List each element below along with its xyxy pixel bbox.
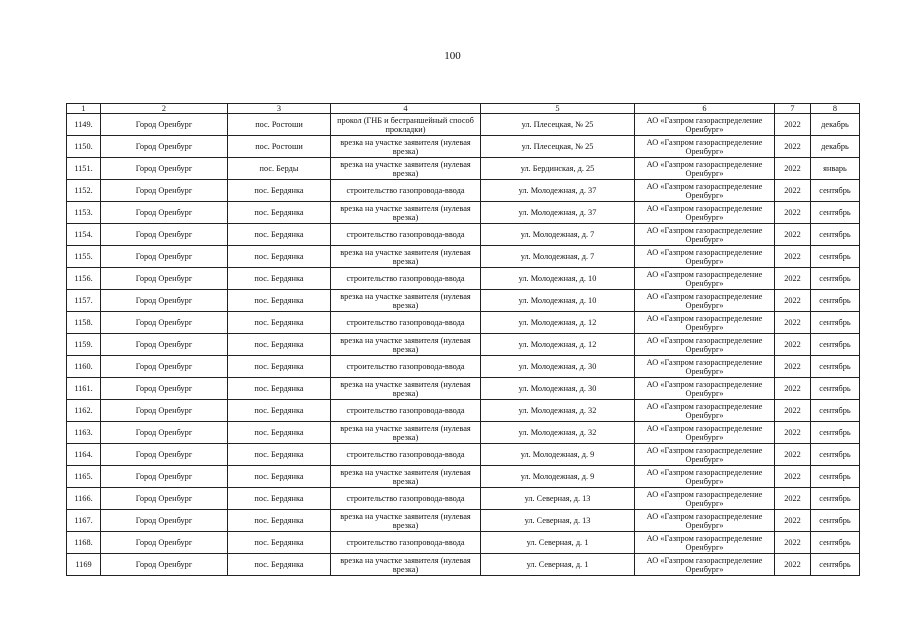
- cell-organization: АО «Газпром газораспределение Оренбург»: [635, 444, 775, 466]
- cell-settlement: пос. Бердянка: [228, 488, 331, 510]
- cell-organization: АО «Газпром газораспределение Оренбург»: [635, 114, 775, 136]
- cell-row-number: 1151.: [67, 158, 101, 180]
- cell-settlement: пос. Ростоши: [228, 136, 331, 158]
- cell-month: сентябрь: [811, 532, 860, 554]
- cell-row-number: 1159.: [67, 334, 101, 356]
- table-row: [67, 202, 860, 224]
- cell-year: 2022: [775, 312, 811, 334]
- cell-municipality: Город Оренбург: [101, 400, 228, 422]
- cell-address: ул. Молодежная, д. 30: [481, 356, 635, 378]
- table-row: [67, 554, 860, 576]
- cell-row-number: 1152.: [67, 180, 101, 202]
- cell-work-type: прокол (ГНБ и бестраншейный способ прокладки): [331, 114, 481, 136]
- cell-settlement: пос. Бердянка: [228, 268, 331, 290]
- cell-work-type: строительство газопровода-ввода: [331, 356, 481, 378]
- cell-year: 2022: [775, 356, 811, 378]
- cell-work-type: врезка на участке заявителя (нулевая врезка): [331, 466, 481, 488]
- cell-organization: АО «Газпром газораспределение Оренбург»: [635, 378, 775, 400]
- cell-month: декабрь: [811, 114, 860, 136]
- cell-row-number: 1162.: [67, 400, 101, 422]
- cell-settlement: пос. Бердянка: [228, 444, 331, 466]
- cell-year: 2022: [775, 224, 811, 246]
- page-number: 100: [444, 50, 461, 62]
- cell-organization: АО «Газпром газораспределение Оренбург»: [635, 246, 775, 268]
- cell-organization: АО «Газпром газораспределение Оренбург»: [635, 268, 775, 290]
- cell-organization: АО «Газпром газораспределение Оренбург»: [635, 312, 775, 334]
- cell-work-type: строительство газопровода-ввода: [331, 312, 481, 334]
- table-row: [67, 444, 860, 466]
- cell-address: ул. Северная, д. 13: [481, 488, 635, 510]
- cell-organization: АО «Газпром газораспределение Оренбург»: [635, 356, 775, 378]
- cell-work-type: врезка на участке заявителя (нулевая врезка): [331, 554, 481, 576]
- cell-row-number: 1161.: [67, 378, 101, 400]
- table-row: [67, 224, 860, 246]
- cell-address: ул. Молодежная, д. 37: [481, 202, 635, 224]
- column-header: 2: [101, 104, 228, 114]
- cell-organization: АО «Газпром газораспределение Оренбург»: [635, 290, 775, 312]
- cell-year: 2022: [775, 334, 811, 356]
- cell-row-number: 1149.: [67, 114, 101, 136]
- cell-municipality: Город Оренбург: [101, 136, 228, 158]
- cell-address: ул. Молодежная, д. 7: [481, 224, 635, 246]
- cell-municipality: Город Оренбург: [101, 290, 228, 312]
- cell-month: сентябрь: [811, 378, 860, 400]
- cell-settlement: пос. Бердянка: [228, 180, 331, 202]
- cell-organization: АО «Газпром газораспределение Оренбург»: [635, 158, 775, 180]
- cell-settlement: пос. Ростоши: [228, 114, 331, 136]
- cell-settlement: пос. Бердянка: [228, 532, 331, 554]
- cell-work-type: врезка на участке заявителя (нулевая врезка): [331, 136, 481, 158]
- cell-organization: АО «Газпром газораспределение Оренбург»: [635, 400, 775, 422]
- header-row: [67, 104, 860, 114]
- table-row: [67, 180, 860, 202]
- cell-work-type: строительство газопровода-ввода: [331, 488, 481, 510]
- cell-work-type: врезка на участке заявителя (нулевая врезка): [331, 378, 481, 400]
- cell-municipality: Город Оренбург: [101, 488, 228, 510]
- cell-settlement: пос. Бердянка: [228, 202, 331, 224]
- cell-settlement: пос. Бердянка: [228, 422, 331, 444]
- cell-row-number: 1155.: [67, 246, 101, 268]
- cell-municipality: Город Оренбург: [101, 268, 228, 290]
- table-row: [67, 158, 860, 180]
- cell-work-type: врезка на участке заявителя (нулевая врезка): [331, 158, 481, 180]
- cell-municipality: Город Оренбург: [101, 158, 228, 180]
- cell-year: 2022: [775, 202, 811, 224]
- cell-work-type: врезка на участке заявителя (нулевая врезка): [331, 202, 481, 224]
- cell-year: 2022: [775, 158, 811, 180]
- cell-row-number: 1163.: [67, 422, 101, 444]
- cell-municipality: Город Оренбург: [101, 224, 228, 246]
- cell-municipality: Город Оренбург: [101, 312, 228, 334]
- cell-address: ул. Молодежная, д. 10: [481, 290, 635, 312]
- cell-row-number: 1156.: [67, 268, 101, 290]
- cell-municipality: Город Оренбург: [101, 202, 228, 224]
- cell-work-type: строительство газопровода-ввода: [331, 532, 481, 554]
- cell-row-number: 1168.: [67, 532, 101, 554]
- cell-address: ул. Молодежная, д. 7: [481, 246, 635, 268]
- table-row: [67, 510, 860, 532]
- column-header: 4: [331, 104, 481, 114]
- cell-month: январь: [811, 158, 860, 180]
- cell-work-type: строительство газопровода-ввода: [331, 180, 481, 202]
- cell-municipality: Город Оренбург: [101, 334, 228, 356]
- cell-row-number: 1154.: [67, 224, 101, 246]
- table-row: [67, 422, 860, 444]
- cell-organization: АО «Газпром газораспределение Оренбург»: [635, 554, 775, 576]
- cell-settlement: пос. Бердянка: [228, 224, 331, 246]
- table-row: [67, 356, 860, 378]
- table-row: [67, 246, 860, 268]
- column-header: 7: [775, 104, 811, 114]
- cell-organization: АО «Газпром газораспределение Оренбург»: [635, 510, 775, 532]
- cell-address: ул. Плесецкая, № 25: [481, 136, 635, 158]
- cell-municipality: Город Оренбург: [101, 378, 228, 400]
- cell-year: 2022: [775, 400, 811, 422]
- cell-row-number: 1166.: [67, 488, 101, 510]
- cell-address: ул. Молодежная, д. 32: [481, 400, 635, 422]
- cell-month: сентябрь: [811, 202, 860, 224]
- cell-month: сентябрь: [811, 312, 860, 334]
- cell-municipality: Город Оренбург: [101, 466, 228, 488]
- cell-address: ул. Северная, д. 13: [481, 510, 635, 532]
- cell-work-type: строительство газопровода-ввода: [331, 444, 481, 466]
- column-header: 1: [67, 104, 101, 114]
- cell-row-number: 1160.: [67, 356, 101, 378]
- cell-month: сентябрь: [811, 334, 860, 356]
- cell-address: ул. Молодежная, д. 9: [481, 444, 635, 466]
- cell-year: 2022: [775, 268, 811, 290]
- cell-municipality: Город Оренбург: [101, 554, 228, 576]
- cell-month: сентябрь: [811, 488, 860, 510]
- table-row: [67, 488, 860, 510]
- cell-municipality: Город Оренбург: [101, 532, 228, 554]
- cell-month: сентябрь: [811, 466, 860, 488]
- cell-address: ул. Молодежная, д. 32: [481, 422, 635, 444]
- cell-organization: АО «Газпром газораспределение Оренбург»: [635, 532, 775, 554]
- cell-year: 2022: [775, 136, 811, 158]
- table-row: [67, 466, 860, 488]
- cell-organization: АО «Газпром газораспределение Оренбург»: [635, 466, 775, 488]
- cell-year: 2022: [775, 466, 811, 488]
- cell-municipality: Город Оренбург: [101, 422, 228, 444]
- cell-settlement: пос. Бердянка: [228, 510, 331, 532]
- cell-address: ул. Молодежная, д. 30: [481, 378, 635, 400]
- cell-address: ул. Молодежная, д. 12: [481, 334, 635, 356]
- cell-work-type: строительство газопровода-ввода: [331, 224, 481, 246]
- cell-settlement: пос. Бердянка: [228, 554, 331, 576]
- cell-year: 2022: [775, 488, 811, 510]
- cell-address: ул. Молодежная, д. 37: [481, 180, 635, 202]
- cell-month: декабрь: [811, 136, 860, 158]
- table-row: [67, 268, 860, 290]
- cell-work-type: врезка на участке заявителя (нулевая врезка): [331, 510, 481, 532]
- cell-settlement: пос. Бердянка: [228, 400, 331, 422]
- cell-month: сентябрь: [811, 290, 860, 312]
- table-row: [67, 378, 860, 400]
- cell-address: ул. Северная, д. 1: [481, 532, 635, 554]
- cell-month: сентябрь: [811, 180, 860, 202]
- cell-municipality: Город Оренбург: [101, 510, 228, 532]
- cell-row-number: 1165.: [67, 466, 101, 488]
- cell-municipality: Город Оренбург: [101, 356, 228, 378]
- cell-organization: АО «Газпром газораспределение Оренбург»: [635, 202, 775, 224]
- table-row: [67, 334, 860, 356]
- cell-organization: АО «Газпром газораспределение Оренбург»: [635, 180, 775, 202]
- cell-settlement: пос. Бердянка: [228, 378, 331, 400]
- cell-work-type: врезка на участке заявителя (нулевая врезка): [331, 246, 481, 268]
- cell-municipality: Город Оренбург: [101, 180, 228, 202]
- cell-address: ул. Молодежная, д. 12: [481, 312, 635, 334]
- table-row: [67, 400, 860, 422]
- cell-row-number: 1150.: [67, 136, 101, 158]
- column-header: 6: [635, 104, 775, 114]
- cell-municipality: Город Оренбург: [101, 246, 228, 268]
- cell-address: ул. Молодежная, д. 10: [481, 268, 635, 290]
- cell-row-number: 1167.: [67, 510, 101, 532]
- table-row: [67, 532, 860, 554]
- cell-work-type: врезка на участке заявителя (нулевая врезка): [331, 334, 481, 356]
- cell-row-number: 1153.: [67, 202, 101, 224]
- table-body: [67, 114, 860, 576]
- cell-municipality: Город Оренбург: [101, 114, 228, 136]
- cell-organization: АО «Газпром газораспределение Оренбург»: [635, 224, 775, 246]
- cell-work-type: врезка на участке заявителя (нулевая врезка): [331, 422, 481, 444]
- cell-settlement: пос. Бердянка: [228, 356, 331, 378]
- cell-settlement: пос. Бердянка: [228, 334, 331, 356]
- cell-work-type: строительство газопровода-ввода: [331, 400, 481, 422]
- table-row: [67, 290, 860, 312]
- cell-year: 2022: [775, 290, 811, 312]
- cell-settlement: пос. Берды: [228, 158, 331, 180]
- cell-year: 2022: [775, 180, 811, 202]
- cell-address: ул. Северная, д. 1: [481, 554, 635, 576]
- cell-organization: АО «Газпром газораспределение Оренбург»: [635, 334, 775, 356]
- cell-year: 2022: [775, 532, 811, 554]
- cell-month: сентябрь: [811, 224, 860, 246]
- column-header: 3: [228, 104, 331, 114]
- cell-row-number: 1157.: [67, 290, 101, 312]
- cell-settlement: пос. Бердянка: [228, 312, 331, 334]
- cell-month: сентябрь: [811, 356, 860, 378]
- cell-year: 2022: [775, 422, 811, 444]
- column-header: 8: [811, 104, 860, 114]
- cell-year: 2022: [775, 510, 811, 532]
- cell-settlement: пос. Бердянка: [228, 246, 331, 268]
- cell-municipality: Город Оренбург: [101, 444, 228, 466]
- table-row: [67, 312, 860, 334]
- cell-month: сентябрь: [811, 268, 860, 290]
- cell-month: сентябрь: [811, 444, 860, 466]
- cell-address: ул. Молодежная, д. 9: [481, 466, 635, 488]
- cell-month: сентябрь: [811, 510, 860, 532]
- cell-row-number: 1164.: [67, 444, 101, 466]
- table-row: [67, 136, 860, 158]
- cell-address: ул. Плесецкая, № 25: [481, 114, 635, 136]
- column-header: 5: [481, 104, 635, 114]
- cell-month: сентябрь: [811, 554, 860, 576]
- cell-year: 2022: [775, 246, 811, 268]
- cell-year: 2022: [775, 114, 811, 136]
- table-row: [67, 114, 860, 136]
- cell-work-type: строительство газопровода-ввода: [331, 268, 481, 290]
- cell-organization: АО «Газпром газораспределение Оренбург»: [635, 422, 775, 444]
- cell-year: 2022: [775, 444, 811, 466]
- cell-settlement: пос. Бердянка: [228, 290, 331, 312]
- cell-row-number: 1158.: [67, 312, 101, 334]
- cell-settlement: пос. Бердянка: [228, 466, 331, 488]
- cell-month: сентябрь: [811, 400, 860, 422]
- gas-connection-table: [66, 103, 860, 576]
- cell-row-number: 1169: [67, 554, 101, 576]
- cell-organization: АО «Газпром газораспределение Оренбург»: [635, 136, 775, 158]
- cell-month: сентябрь: [811, 422, 860, 444]
- cell-month: сентябрь: [811, 246, 860, 268]
- cell-address: ул. Бердинская, д. 25: [481, 158, 635, 180]
- cell-work-type: врезка на участке заявителя (нулевая врезка): [331, 290, 481, 312]
- cell-year: 2022: [775, 378, 811, 400]
- cell-year: 2022: [775, 554, 811, 576]
- cell-organization: АО «Газпром газораспределение Оренбург»: [635, 488, 775, 510]
